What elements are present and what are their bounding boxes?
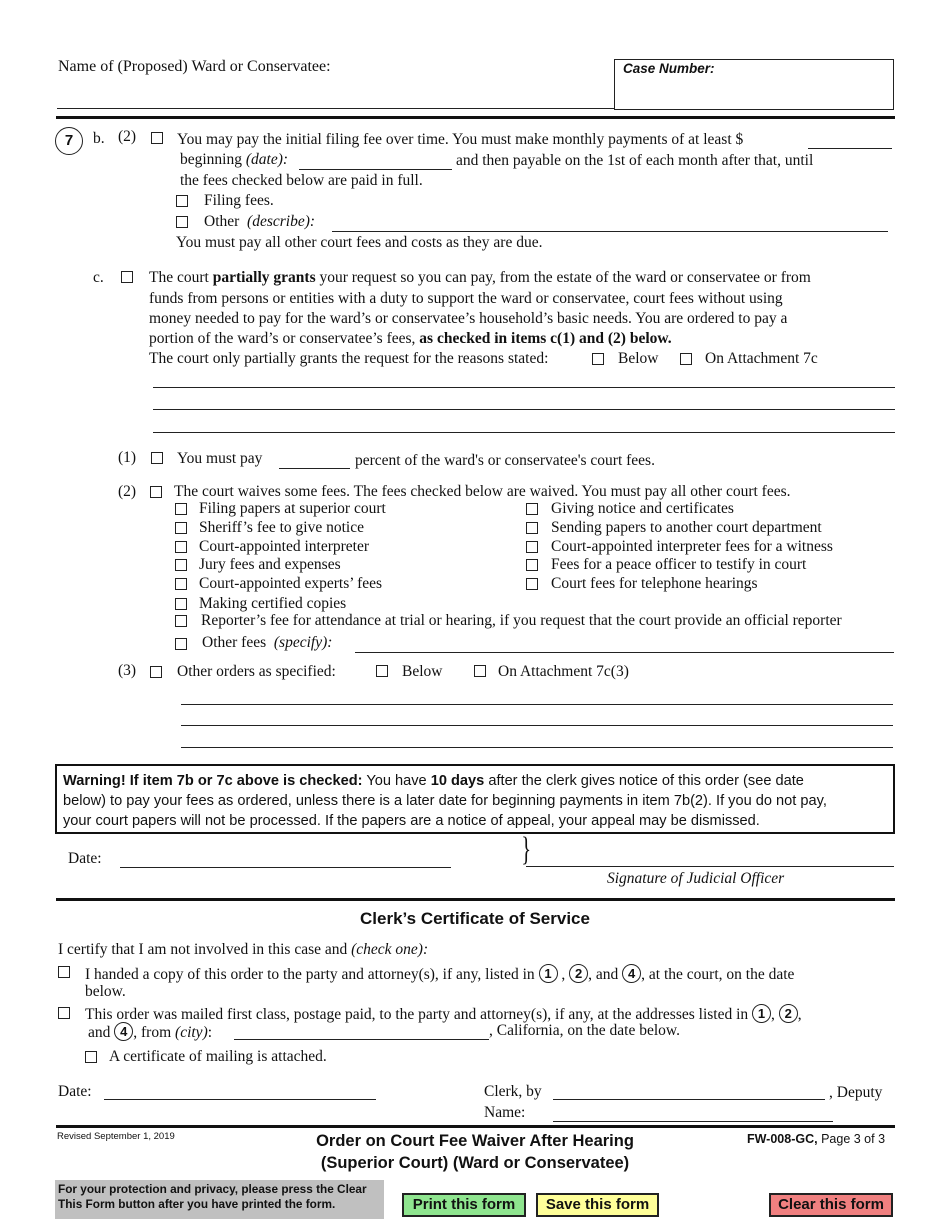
- c1-checkbox[interactable]: [151, 452, 163, 464]
- c3-number: (3): [118, 662, 137, 679]
- warning-box: [55, 764, 895, 834]
- mailed-california: , California, on the date below.: [489, 1022, 680, 1039]
- fee-checkbox[interactable]: [526, 578, 538, 590]
- fee-label: Making certified copies: [199, 595, 347, 612]
- c2-checkbox[interactable]: [150, 486, 162, 498]
- ward-name-field[interactable]: [57, 108, 614, 109]
- fee-label: Filing papers at superior court: [199, 500, 386, 517]
- warning-line-3: your court papers will not be processed. If the papers are a notice of appeal, your appeal may be dismissed.: [63, 813, 760, 829]
- c3-below-checkbox[interactable]: [376, 665, 388, 677]
- c-below-checkbox[interactable]: [592, 353, 604, 365]
- fee-checkbox[interactable]: [526, 541, 538, 553]
- fee-checkbox[interactable]: [175, 503, 187, 515]
- clerk-name-label: Name:: [484, 1104, 526, 1121]
- ward-name-label: Name of (Proposed) Ward or Conservatee:: [58, 58, 331, 75]
- c-line1: The court partially grants your request so you can pay, from the estate of the ward or conservatee or from: [149, 269, 811, 286]
- filing-fees-checkbox[interactable]: [176, 195, 188, 207]
- b2-line1: You may pay the initial filing fee over time. You must make monthly payments of at least $: [177, 131, 744, 148]
- reporter-fee-label: Reporter’s fee for attendance at trial or hearing, if you request that the court provide an official reporter: [201, 612, 842, 629]
- b2-line3: the fees checked below are paid in full.: [180, 172, 423, 189]
- filing-fees-label: Filing fees.: [204, 192, 274, 209]
- c-line5: The court only partially grants the request for the reasons stated:: [149, 350, 549, 367]
- c3-attachment-label: On Attachment 7c(3): [498, 663, 629, 680]
- fee-label: Sending papers to another court department: [551, 519, 822, 536]
- warning-line-2: below) to pay your fees as ordered, unless there is a later date for beginning payments in item 7b(2). If you do not pay,: [63, 793, 827, 809]
- save-form-button[interactable]: Save this form: [536, 1193, 659, 1217]
- fee-checkbox[interactable]: [526, 522, 538, 534]
- c-reasons-line-3[interactable]: [153, 432, 895, 433]
- clerk-certificate-title: Clerk’s Certificate of Service: [360, 909, 590, 928]
- privacy-notice: For your protection and privacy, please press the Clear This Form button after you have printed the form.: [55, 1180, 384, 1219]
- party-1-circle: 1: [752, 1004, 771, 1023]
- c-checkbox[interactable]: [121, 271, 133, 283]
- mailed-text: This order was mailed first class, postage paid, to the party and attorney(s), if any, at the addresses listed in 1 , 2 ,: [85, 1006, 802, 1023]
- b2-must-pay: You must pay all other court fees and costs as they are due.: [176, 234, 543, 251]
- other-fees-specify-checkbox[interactable]: [175, 638, 187, 650]
- fee-label: Fees for a peace officer to testify in court: [551, 556, 807, 573]
- item-7-circle: 7: [55, 127, 83, 155]
- handed-copy-checkbox[interactable]: [58, 966, 70, 978]
- signature-rule: [56, 898, 895, 901]
- handed-copy-line2: below.: [85, 983, 126, 1000]
- clerk-by-field[interactable]: [553, 1099, 825, 1100]
- party-2-circle: 2: [779, 1004, 798, 1023]
- c-attachment-label: On Attachment 7c: [705, 350, 818, 367]
- print-form-button[interactable]: Print this form: [402, 1193, 526, 1217]
- signature-label: Signature of Judicial Officer: [607, 870, 785, 887]
- item-b2-number: (2): [118, 128, 137, 145]
- c-line2: funds from persons or entities with a duty to support the ward or conservatee, court fees without using: [149, 290, 783, 307]
- c-reasons-line-1[interactable]: [153, 387, 895, 388]
- other-describe-label: Other (describe):: [204, 213, 316, 230]
- party-4-circle: 4: [622, 964, 641, 983]
- c3-line-2[interactable]: [181, 725, 893, 726]
- party-2-circle: 2: [569, 964, 588, 983]
- clerk-date-label: Date:: [58, 1083, 92, 1100]
- other-fees-checkbox[interactable]: [176, 216, 188, 228]
- percent-field[interactable]: [279, 468, 350, 469]
- clerk-by-label: Clerk, by: [484, 1083, 542, 1100]
- c-reasons-line-2[interactable]: [153, 409, 895, 410]
- fee-checkbox[interactable]: [526, 559, 538, 571]
- b2-beginning: beginning (date):: [180, 151, 289, 168]
- c-below-label: Below: [618, 350, 659, 367]
- city-field[interactable]: [234, 1039, 489, 1040]
- other-describe-field[interactable]: [332, 231, 888, 232]
- signature-date-label: Date:: [68, 850, 102, 867]
- fee-checkbox[interactable]: [175, 598, 187, 610]
- reporter-fee-checkbox[interactable]: [175, 615, 187, 627]
- deputy-label: , Deputy: [829, 1084, 883, 1101]
- c-line4: portion of the ward’s or conservatee’s fees, as checked in items c(1) and (2) below.: [149, 330, 672, 347]
- c3-below-label: Below: [402, 663, 443, 680]
- c1-you-must-pay: You must pay: [177, 450, 263, 467]
- mailed-checkbox[interactable]: [58, 1007, 70, 1019]
- mailed-line2: and 4 , from (city):: [88, 1024, 213, 1041]
- c-attachment-checkbox[interactable]: [680, 353, 692, 365]
- monthly-payment-field[interactable]: [808, 148, 892, 149]
- judicial-signature-field[interactable]: [526, 866, 894, 867]
- item-b-letter: b.: [93, 130, 105, 147]
- fee-checkbox[interactable]: [175, 578, 187, 590]
- b2-then-payable: and then payable on the 1st of each month after that, until: [456, 152, 814, 169]
- fee-label: Jury fees and expenses: [199, 556, 341, 573]
- clerk-date-field[interactable]: [104, 1099, 376, 1100]
- c3-text: Other orders as specified:: [177, 663, 336, 680]
- fee-checkbox[interactable]: [175, 559, 187, 571]
- fee-label: Court-appointed experts’ fees: [199, 575, 383, 592]
- form-id: FW-008-GC, Page 3 of 3: [747, 1132, 886, 1146]
- c3-checkbox[interactable]: [150, 666, 162, 678]
- certify-text: I certify that I am not involved in this case and (check one):: [58, 941, 429, 958]
- party-1-circle: 1: [539, 964, 558, 983]
- c3-line-1[interactable]: [181, 704, 893, 705]
- fee-checkbox[interactable]: [175, 541, 187, 553]
- fee-label: Court fees for telephone hearings: [551, 575, 758, 592]
- handed-copy-text: I handed a copy of this order to the party and attorney(s), if any, listed in 1 , 2 , and 4 , at the court, on the date: [85, 966, 795, 983]
- signature-brace: }: [521, 831, 532, 868]
- certificate-mailing-checkbox[interactable]: [85, 1051, 97, 1063]
- c2-text: The court waives some fees. The fees checked below are waived. You must pay all other court fees.: [174, 483, 791, 500]
- c3-line-3[interactable]: [181, 747, 893, 748]
- warning-line-1: Warning! If item 7b or 7c above is checked: You have 10 days after the clerk gives notice of this order (see date: [63, 773, 804, 789]
- case-number-label: Case Number:: [623, 61, 715, 76]
- b2-checkbox[interactable]: [151, 132, 163, 144]
- fee-checkbox[interactable]: [526, 503, 538, 515]
- c3-attachment-checkbox[interactable]: [474, 665, 486, 677]
- clear-form-button[interactable]: Clear this form: [769, 1193, 893, 1217]
- item-c-letter: c.: [93, 269, 104, 286]
- fee-label: Court-appointed interpreter fees for a witness: [551, 538, 833, 555]
- begin-date-field[interactable]: [299, 169, 452, 170]
- form-title-1: Order on Court Fee Waiver After Hearing: [316, 1132, 634, 1150]
- case-number-box[interactable]: [614, 59, 894, 110]
- revised-date: Revised September 1, 2019: [57, 1131, 175, 1142]
- clerk-name-field[interactable]: [553, 1121, 833, 1122]
- c1-percent-text: percent of the ward's or conservatee's court fees.: [355, 452, 655, 469]
- c1-number: (1): [118, 449, 137, 466]
- c2-number: (2): [118, 483, 137, 500]
- party-4-circle: 4: [114, 1022, 133, 1041]
- fee-label: Court-appointed interpreter: [199, 538, 370, 555]
- c-line3: money needed to pay for the ward’s or conservatee’s household’s basic needs. You are ordered to pay a: [149, 310, 788, 327]
- fee-checkbox[interactable]: [175, 522, 187, 534]
- fee-label: Sheriff’s fee to give notice: [199, 519, 364, 536]
- footer-rule: [56, 1125, 895, 1128]
- certificate-mailing-label: A certificate of mailing is attached.: [109, 1048, 327, 1065]
- form-title-2: (Superior Court) (Ward or Conservatee): [320, 1154, 630, 1172]
- other-fees-specify-label: Other fees (specify):: [202, 634, 333, 651]
- signature-date-field[interactable]: [120, 867, 451, 868]
- fee-label: Giving notice and certificates: [551, 500, 734, 517]
- other-fees-specify-field[interactable]: [355, 652, 894, 653]
- header-rule: [56, 116, 895, 119]
